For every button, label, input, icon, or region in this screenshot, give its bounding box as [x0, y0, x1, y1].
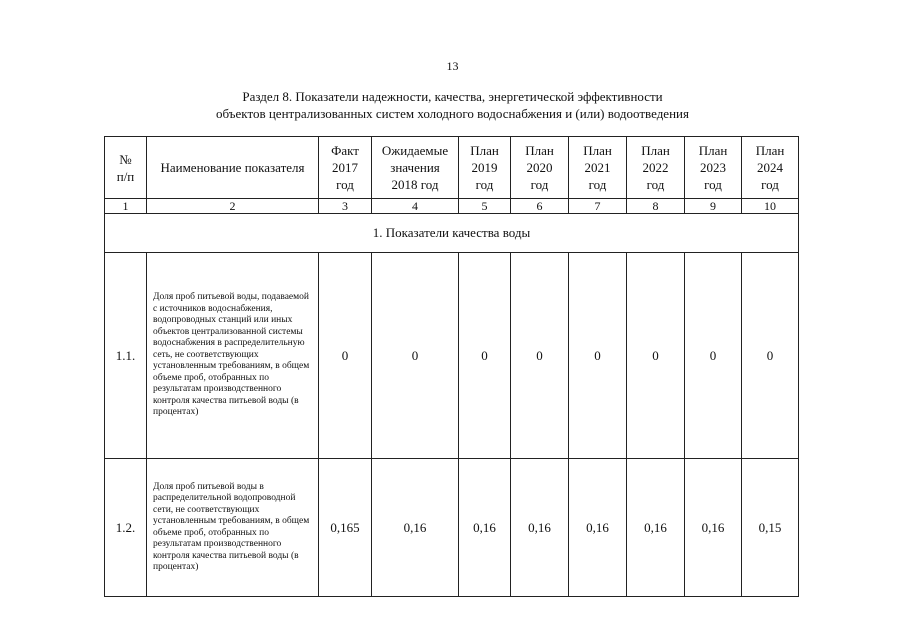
- header-num: № п/п: [105, 137, 147, 199]
- column-number: 7: [569, 199, 627, 214]
- column-number: 5: [459, 199, 511, 214]
- indicator-description: Доля проб питьевой воды в распределительной водопроводной сети, не соответствующих установленным требованиям, в общем объеме проб, отобранных по результатам производственного контроля качества питьевой воды (в процентах): [147, 459, 319, 597]
- header-plan-2024: План 2024 год: [742, 137, 799, 199]
- value-cell: 0: [319, 253, 372, 459]
- value-cell: 0: [459, 253, 511, 459]
- row-number: 1.2.: [105, 459, 147, 597]
- group-title: 1. Показатели качества воды: [105, 214, 799, 253]
- value-cell: 0: [569, 253, 627, 459]
- value-cell: 0,16: [627, 459, 685, 597]
- column-number: 3: [319, 199, 372, 214]
- header-fact-2017: Факт 2017 год: [319, 137, 372, 199]
- indicators-table: [104, 136, 799, 597]
- column-number-row: [105, 199, 799, 214]
- value-cell: 0,15: [742, 459, 799, 597]
- header-plan-2021: План 2021 год: [569, 137, 627, 199]
- value-cell: 0,16: [569, 459, 627, 597]
- value-cell: 0: [511, 253, 569, 459]
- indicator-description: Доля проб питьевой воды, подаваемой с источников водоснабжения, водопроводных станций или иных объектов централизованной системы водоснабжения в распределительную сеть, не соответствующих установленным требованиям, в общем объеме проб, отобранных по результатам производственного контроля качества питьевой воды (в процентах): [147, 253, 319, 459]
- column-number: 4: [372, 199, 459, 214]
- value-cell: 0: [372, 253, 459, 459]
- column-number: 2: [147, 199, 319, 214]
- column-number: 6: [511, 199, 569, 214]
- column-number: 8: [627, 199, 685, 214]
- value-cell: 0,165: [319, 459, 372, 597]
- header-row: [105, 137, 799, 199]
- value-cell: 0: [742, 253, 799, 459]
- header-expected-2018: Ожидаемые значения 2018 год: [372, 137, 459, 199]
- header-name: Наименование показателя: [147, 137, 319, 199]
- header-plan-2019: План 2019 год: [459, 137, 511, 199]
- header-plan-2023: План 2023 год: [685, 137, 742, 199]
- header-plan-2022: План 2022 год: [627, 137, 685, 199]
- page-number: 13: [446, 59, 459, 73]
- section-title-line-2: объектов централизованных систем холодного водоснабжения и (или) водоотведения: [216, 106, 689, 121]
- column-number: 1: [105, 199, 147, 214]
- section-title: [0, 88, 905, 122]
- table-row: [105, 459, 799, 597]
- header-plan-2020: План 2020 год: [511, 137, 569, 199]
- value-cell: 0: [627, 253, 685, 459]
- value-cell: 0,16: [372, 459, 459, 597]
- value-cell: 0: [685, 253, 742, 459]
- row-number: 1.1.: [105, 253, 147, 459]
- value-cell: 0,16: [459, 459, 511, 597]
- value-cell: 0,16: [685, 459, 742, 597]
- column-number: 10: [742, 199, 799, 214]
- column-number: 9: [685, 199, 742, 214]
- group-row: [105, 214, 799, 253]
- table-row: [105, 253, 799, 459]
- value-cell: 0,16: [511, 459, 569, 597]
- section-title-line-1: Раздел 8. Показатели надежности, качества, энергетической эффективности: [242, 89, 663, 104]
